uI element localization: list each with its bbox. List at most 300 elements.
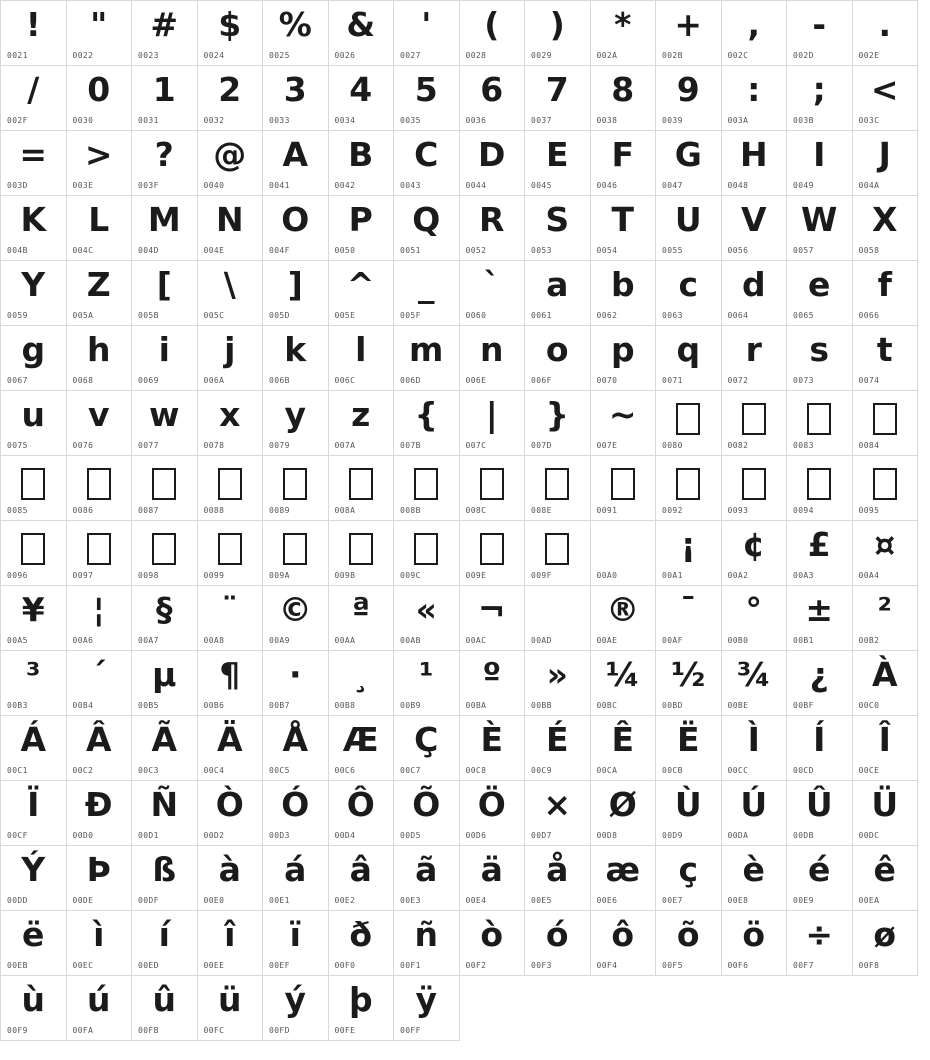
glyph-cell[interactable]	[787, 846, 853, 911]
glyph-cell[interactable]	[787, 326, 853, 391]
glyph-character: É	[545, 720, 569, 759]
glyph-cell[interactable]	[1, 66, 67, 131]
glyph-character: $	[218, 5, 242, 44]
glyph-codepoint: 00A5	[7, 636, 28, 645]
glyph-codepoint: 00CF	[7, 831, 28, 840]
glyph-cell[interactable]	[852, 1, 918, 66]
glyph-cell[interactable]	[459, 781, 525, 846]
glyph-cell[interactable]	[787, 651, 853, 716]
glyph-cell[interactable]	[590, 326, 656, 391]
glyph-cell[interactable]	[197, 66, 263, 131]
glyph-cell[interactable]	[459, 131, 525, 196]
glyph-codepoint: 0026	[334, 51, 356, 60]
glyph-cell[interactable]	[328, 391, 394, 456]
glyph-cell[interactable]	[656, 716, 722, 781]
glyph-cell[interactable]	[459, 66, 525, 131]
glyph-cell[interactable]	[721, 326, 787, 391]
glyph-cell[interactable]	[852, 716, 918, 781]
glyph-cell[interactable]	[132, 846, 198, 911]
glyph-character: ã	[415, 850, 438, 889]
glyph-codepoint: 00C5	[269, 766, 290, 775]
glyph-cell[interactable]	[263, 716, 329, 781]
glyph-codepoint: 00A1	[662, 571, 683, 580]
glyph-character: »	[546, 655, 568, 694]
glyph-cell[interactable]	[66, 196, 132, 261]
glyph-cell[interactable]	[525, 1, 591, 66]
glyph-cell[interactable]	[394, 781, 460, 846]
glyph-cell[interactable]	[787, 261, 853, 326]
glyph-cell[interactable]	[525, 716, 591, 781]
glyph-cell[interactable]	[852, 391, 918, 456]
glyph-cell[interactable]	[1, 716, 67, 781]
glyph-codepoint: 00AA	[334, 636, 356, 645]
glyph-cell[interactable]	[66, 651, 132, 716]
glyph-cell[interactable]	[459, 326, 525, 391]
glyph-character: Y	[21, 265, 46, 304]
glyph-cell[interactable]	[328, 456, 394, 521]
glyph-cell[interactable]	[787, 911, 853, 976]
glyph-cell[interactable]	[1, 586, 67, 651]
glyph-cell[interactable]	[656, 391, 722, 456]
glyph-cell[interactable]	[263, 131, 329, 196]
glyph-cell[interactable]	[656, 1, 722, 66]
glyph-cell[interactable]	[590, 131, 656, 196]
glyph-codepoint: 0099	[203, 571, 225, 580]
glyph-cell[interactable]	[1, 911, 67, 976]
glyph-cell[interactable]	[590, 846, 656, 911]
glyph-cell[interactable]	[132, 781, 198, 846]
glyph-cell[interactable]	[394, 846, 460, 911]
glyph-codepoint: 00F4	[596, 961, 618, 970]
glyph-cell[interactable]	[1, 456, 67, 521]
glyph-cell[interactable]	[590, 911, 656, 976]
glyph-codepoint: 0063	[662, 311, 683, 320]
glyph-cell[interactable]	[263, 456, 329, 521]
glyph-cell[interactable]	[394, 131, 460, 196]
glyph-cell[interactable]	[721, 131, 787, 196]
glyph-cell[interactable]	[132, 911, 198, 976]
glyph-codepoint: 00EC	[72, 961, 94, 970]
glyph-cell[interactable]	[1, 1, 67, 66]
glyph-cell[interactable]	[66, 976, 132, 1041]
glyph-character: m	[409, 330, 444, 369]
glyph-cell[interactable]	[394, 586, 460, 651]
glyph-cell[interactable]	[590, 521, 656, 586]
glyph-character: 4	[349, 70, 373, 109]
glyph-cell[interactable]	[525, 66, 591, 131]
glyph-cell[interactable]	[787, 391, 853, 456]
glyph-character	[853, 460, 918, 500]
glyph-cell[interactable]	[66, 1, 132, 66]
glyph-cell[interactable]	[1, 846, 67, 911]
glyph-cell[interactable]	[394, 716, 460, 781]
glyph-character: ó	[545, 915, 569, 954]
glyph-cell[interactable]	[656, 911, 722, 976]
glyph-character: *	[614, 5, 632, 44]
glyph-cell[interactable]	[66, 781, 132, 846]
glyph-cell[interactable]	[459, 391, 525, 456]
glyph-cell[interactable]	[852, 586, 918, 651]
glyph-cell[interactable]	[721, 196, 787, 261]
glyph-cell[interactable]	[394, 261, 460, 326]
glyph-cell[interactable]	[721, 391, 787, 456]
glyph-codepoint: 0067	[7, 376, 28, 385]
glyph-cell[interactable]	[132, 131, 198, 196]
glyph-cell[interactable]	[394, 521, 460, 586]
glyph-cell[interactable]	[590, 716, 656, 781]
glyph-codepoint: 0074	[858, 376, 880, 385]
glyph-character: /	[27, 70, 40, 109]
glyph-cell[interactable]	[132, 261, 198, 326]
glyph-character: =	[19, 135, 48, 174]
glyph-cell[interactable]	[459, 911, 525, 976]
glyph-cell[interactable]	[590, 66, 656, 131]
glyph-cell[interactable]	[132, 1, 198, 66]
glyph-codepoint: 00E4	[465, 896, 487, 905]
glyph-character: y	[284, 395, 306, 434]
glyph-codepoint: 0024	[203, 51, 225, 60]
glyph-codepoint: 0028	[465, 51, 487, 60]
glyph-cell[interactable]	[132, 196, 198, 261]
glyph-codepoint: 0087	[138, 506, 159, 515]
glyph-character	[198, 460, 263, 500]
glyph-cell[interactable]	[787, 456, 853, 521]
glyph-codepoint: 0066	[858, 311, 880, 320]
glyph-character: û	[152, 980, 176, 1019]
glyph-row	[1, 716, 918, 781]
glyph-cell[interactable]	[328, 586, 394, 651]
glyph-cell[interactable]	[787, 131, 853, 196]
glyph-character: C	[414, 135, 439, 174]
notdef-box-icon	[218, 533, 242, 565]
glyph-character: "	[90, 5, 108, 44]
glyph-character: ¥	[21, 590, 45, 629]
glyph-cell[interactable]	[590, 586, 656, 651]
glyph-cell[interactable]	[525, 456, 591, 521]
glyph-character: ½	[671, 655, 706, 694]
glyph-codepoint: 0077	[138, 441, 159, 450]
glyph-character: ®	[606, 590, 640, 629]
glyph-cell[interactable]	[394, 456, 460, 521]
glyph-cell[interactable]	[263, 261, 329, 326]
glyph-cell[interactable]	[656, 66, 722, 131]
glyph-character: ý	[284, 980, 306, 1019]
notdef-box-icon	[480, 533, 504, 565]
glyph-codepoint: 0068	[72, 376, 94, 385]
glyph-codepoint: 00D6	[465, 831, 487, 840]
glyph-character: .	[878, 5, 892, 44]
glyph-cell[interactable]	[721, 521, 787, 586]
glyph-cell[interactable]	[394, 911, 460, 976]
glyph-cell[interactable]	[132, 521, 198, 586]
glyph-cell[interactable]	[197, 716, 263, 781]
glyph-cell[interactable]	[197, 261, 263, 326]
glyph-cell[interactable]	[197, 521, 263, 586]
glyph-cell[interactable]	[197, 781, 263, 846]
glyph-cell[interactable]	[1, 781, 67, 846]
glyph-cell[interactable]	[263, 651, 329, 716]
glyph-cell[interactable]	[263, 391, 329, 456]
glyph-cell[interactable]	[656, 326, 722, 391]
glyph-cell[interactable]	[197, 456, 263, 521]
glyph-cell[interactable]	[721, 651, 787, 716]
glyph-character: °	[745, 590, 762, 629]
glyph-cell[interactable]	[590, 196, 656, 261]
glyph-character: M	[147, 200, 181, 239]
glyph-cell[interactable]	[1, 521, 67, 586]
glyph-character: Ì	[747, 720, 760, 759]
glyph-cell[interactable]	[66, 261, 132, 326]
glyph-codepoint: 003A	[727, 116, 749, 125]
glyph-cell[interactable]	[328, 781, 394, 846]
glyph-cell[interactable]	[132, 456, 198, 521]
glyph-cell[interactable]	[721, 781, 787, 846]
glyph-cell[interactable]	[197, 846, 263, 911]
glyph-cell[interactable]	[263, 586, 329, 651]
glyph-cell[interactable]	[787, 716, 853, 781]
glyph-cell[interactable]	[66, 131, 132, 196]
glyph-cell[interactable]	[1, 976, 67, 1041]
glyph-cell[interactable]	[656, 196, 722, 261]
glyph-row	[1, 911, 918, 976]
glyph-cell[interactable]	[394, 976, 460, 1041]
glyph-cell[interactable]	[394, 326, 460, 391]
glyph-cell[interactable]	[66, 846, 132, 911]
glyph-cell[interactable]	[328, 521, 394, 586]
glyph-cell[interactable]	[263, 66, 329, 131]
glyph-cell[interactable]	[197, 196, 263, 261]
glyph-character: Ë	[676, 720, 700, 759]
glyph-character: Ý	[21, 850, 46, 889]
glyph-cell[interactable]	[459, 1, 525, 66]
glyph-cell[interactable]	[1, 391, 67, 456]
glyph-cell[interactable]	[721, 66, 787, 131]
glyph-cell[interactable]	[197, 391, 263, 456]
glyph-cell[interactable]	[525, 391, 591, 456]
glyph-cell[interactable]	[328, 66, 394, 131]
glyph-cell[interactable]	[1, 651, 67, 716]
glyph-character: Ü	[871, 785, 899, 824]
glyph-cell[interactable]	[721, 456, 787, 521]
glyph-cell[interactable]	[459, 846, 525, 911]
glyph-character: ð	[349, 915, 373, 954]
glyph-cell[interactable]	[328, 326, 394, 391]
glyph-cell[interactable]	[328, 846, 394, 911]
glyph-cell[interactable]	[459, 716, 525, 781]
glyph-cell[interactable]	[656, 261, 722, 326]
glyph-cell[interactable]	[459, 196, 525, 261]
glyph-cell[interactable]	[328, 1, 394, 66]
glyph-cell[interactable]	[787, 196, 853, 261]
glyph-codepoint: 00D8	[596, 831, 618, 840]
glyph-cell[interactable]	[852, 326, 918, 391]
glyph-cell[interactable]	[132, 651, 198, 716]
glyph-cell[interactable]	[525, 196, 591, 261]
glyph-cell[interactable]	[132, 66, 198, 131]
glyph-cell[interactable]	[721, 911, 787, 976]
glyph-cell[interactable]	[1, 326, 67, 391]
glyph-cell[interactable]	[852, 781, 918, 846]
glyph-cell[interactable]	[66, 716, 132, 781]
glyph-codepoint: 0059	[7, 311, 28, 320]
glyph-cell[interactable]	[787, 66, 853, 131]
glyph-cell[interactable]	[197, 586, 263, 651]
glyph-cell[interactable]	[721, 1, 787, 66]
glyph-codepoint: 005A	[72, 311, 94, 320]
glyph-cell[interactable]	[328, 716, 394, 781]
glyph-character: Í	[813, 720, 826, 759]
glyph-cell[interactable]	[459, 521, 525, 586]
glyph-cell[interactable]	[328, 651, 394, 716]
glyph-character: Q	[412, 200, 441, 239]
glyph-codepoint: 002C	[727, 51, 749, 60]
glyph-cell[interactable]	[197, 976, 263, 1041]
glyph-cell[interactable]	[459, 586, 525, 651]
notdef-box-icon	[545, 533, 569, 565]
glyph-cell[interactable]	[328, 261, 394, 326]
glyph-character: ñ	[414, 915, 438, 954]
glyph-codepoint: 008E	[531, 506, 552, 515]
glyph-cell[interactable]	[656, 521, 722, 586]
glyph-cell[interactable]	[787, 1, 853, 66]
glyph-cell[interactable]	[263, 846, 329, 911]
glyph-cell[interactable]	[656, 131, 722, 196]
glyph-map-body	[1, 1, 918, 1041]
glyph-cell[interactable]	[852, 651, 918, 716]
glyph-cell[interactable]	[66, 521, 132, 586]
glyph-cell[interactable]	[1, 261, 67, 326]
glyph-cell[interactable]	[197, 911, 263, 976]
glyph-cell[interactable]	[590, 456, 656, 521]
glyph-cell[interactable]	[525, 651, 591, 716]
glyph-cell[interactable]	[656, 456, 722, 521]
glyph-cell[interactable]	[263, 781, 329, 846]
glyph-cell[interactable]	[1, 131, 67, 196]
glyph-character	[394, 460, 459, 500]
glyph-cell[interactable]	[852, 131, 918, 196]
glyph-cell[interactable]	[525, 781, 591, 846]
glyph-cell[interactable]	[263, 521, 329, 586]
glyph-character: G	[674, 135, 702, 174]
glyph-cell[interactable]	[525, 521, 591, 586]
glyph-character: ä	[480, 850, 503, 889]
glyph-cell[interactable]	[656, 846, 722, 911]
glyph-character: Ô	[346, 785, 375, 824]
glyph-cell[interactable]	[394, 196, 460, 261]
glyph-codepoint: 0083	[793, 441, 814, 450]
glyph-character: D	[478, 135, 506, 174]
glyph-cell[interactable]	[1, 196, 67, 261]
glyph-cell[interactable]	[590, 1, 656, 66]
glyph-cell[interactable]	[721, 716, 787, 781]
glyph-cell[interactable]	[525, 326, 591, 391]
glyph-row	[1, 261, 918, 326]
glyph-cell[interactable]	[525, 261, 591, 326]
glyph-cell[interactable]	[656, 586, 722, 651]
glyph-cell[interactable]	[197, 131, 263, 196]
glyph-codepoint: 0055	[662, 246, 683, 255]
glyph-cell[interactable]	[132, 586, 198, 651]
glyph-cell[interactable]	[66, 326, 132, 391]
glyph-cell[interactable]	[590, 781, 656, 846]
glyph-cell[interactable]	[656, 651, 722, 716]
glyph-character: ë	[22, 915, 45, 954]
glyph-cell[interactable]	[66, 391, 132, 456]
glyph-cell[interactable]	[263, 1, 329, 66]
glyph-cell[interactable]	[852, 911, 918, 976]
glyph-cell[interactable]	[459, 456, 525, 521]
glyph-cell[interactable]	[525, 131, 591, 196]
glyph-cell[interactable]	[263, 196, 329, 261]
glyph-codepoint: 0040	[203, 181, 225, 190]
glyph-cell[interactable]	[459, 261, 525, 326]
glyph-cell[interactable]	[66, 456, 132, 521]
glyph-character: V	[740, 200, 767, 239]
glyph-cell[interactable]	[197, 1, 263, 66]
glyph-cell[interactable]	[328, 976, 394, 1041]
notdef-box-icon	[414, 468, 438, 500]
glyph-cell[interactable]	[852, 521, 918, 586]
glyph-cell[interactable]	[328, 911, 394, 976]
glyph-cell[interactable]	[590, 391, 656, 456]
glyph-cell[interactable]	[263, 976, 329, 1041]
glyph-cell[interactable]	[590, 651, 656, 716]
glyph-cell[interactable]	[263, 326, 329, 391]
notdef-box-icon	[218, 468, 242, 500]
glyph-cell[interactable]	[132, 716, 198, 781]
glyph-cell[interactable]	[852, 196, 918, 261]
glyph-cell[interactable]	[525, 846, 591, 911]
glyph-cell[interactable]	[787, 586, 853, 651]
glyph-cell[interactable]	[263, 911, 329, 976]
glyph-cell[interactable]	[852, 846, 918, 911]
glyph-cell[interactable]	[66, 911, 132, 976]
glyph-codepoint: 00F0	[334, 961, 356, 970]
glyph-cell[interactable]	[590, 261, 656, 326]
glyph-cell[interactable]	[394, 1, 460, 66]
glyph-codepoint: 006C	[334, 376, 356, 385]
glyph-cell[interactable]	[459, 651, 525, 716]
glyph-cell[interactable]	[394, 391, 460, 456]
glyph-cell[interactable]	[721, 261, 787, 326]
glyph-cell[interactable]	[721, 586, 787, 651]
glyph-cell[interactable]	[328, 131, 394, 196]
glyph-cell[interactable]	[525, 586, 591, 651]
glyph-cell[interactable]	[394, 651, 460, 716]
glyph-character: Á	[20, 720, 47, 759]
glyph-cell[interactable]	[66, 66, 132, 131]
notdef-box-icon	[742, 468, 766, 500]
glyph-cell[interactable]	[852, 456, 918, 521]
empty-cell	[590, 976, 656, 1041]
glyph-cell[interactable]	[787, 521, 853, 586]
glyph-cell[interactable]	[394, 66, 460, 131]
glyph-cell[interactable]	[132, 976, 198, 1041]
glyph-cell[interactable]	[197, 326, 263, 391]
glyph-cell[interactable]	[328, 196, 394, 261]
glyph-cell[interactable]	[852, 66, 918, 131]
glyph-cell[interactable]	[525, 911, 591, 976]
glyph-cell[interactable]	[132, 391, 198, 456]
glyph-character: k	[284, 330, 307, 369]
glyph-cell[interactable]	[787, 781, 853, 846]
glyph-cell[interactable]	[852, 261, 918, 326]
glyph-cell[interactable]	[721, 846, 787, 911]
glyph-cell[interactable]	[656, 781, 722, 846]
glyph-cell[interactable]	[66, 586, 132, 651]
glyph-cell[interactable]	[132, 326, 198, 391]
glyph-cell[interactable]	[197, 651, 263, 716]
